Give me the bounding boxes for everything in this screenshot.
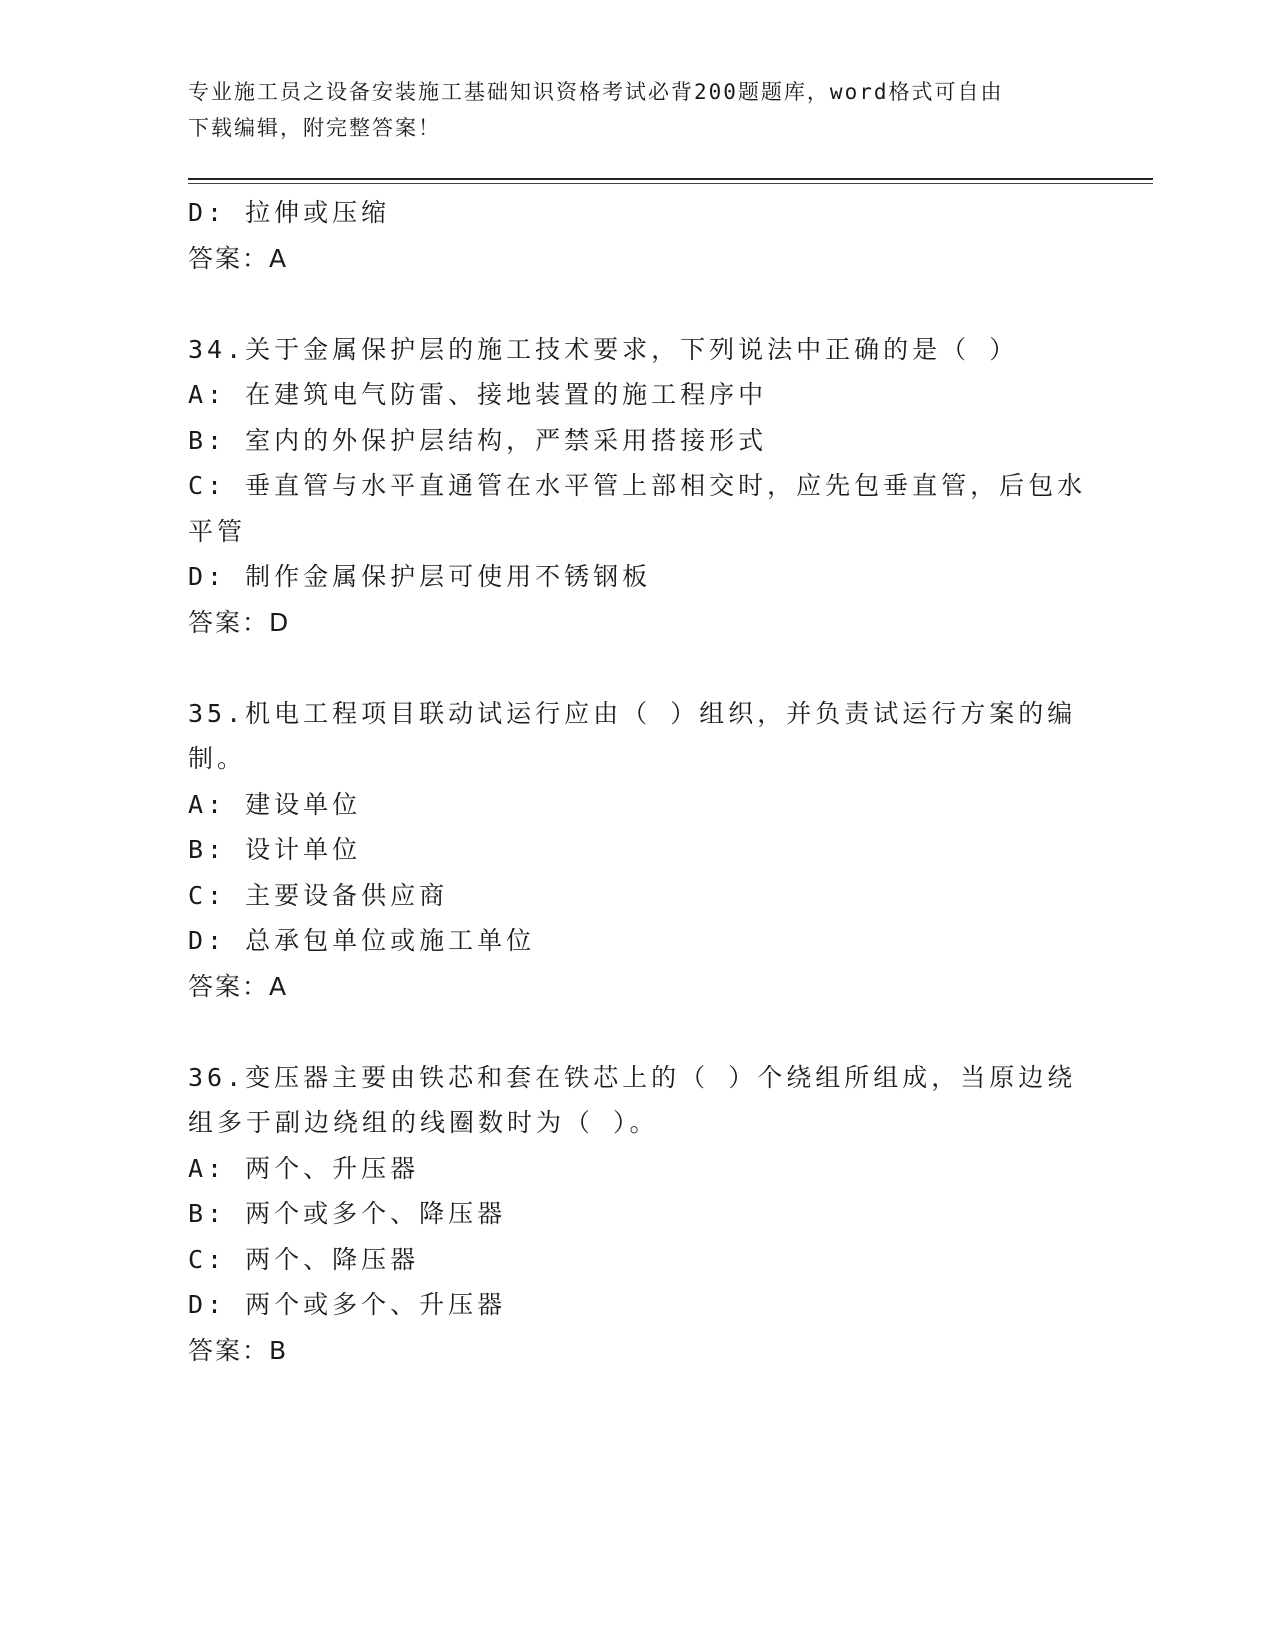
header-rule-thick	[188, 178, 1153, 180]
question-stem: 36.变压器主要由铁芯和套在铁芯上的（ ）个绕组所组成，当原边绕	[188, 1062, 1077, 1092]
option-b: B: 室内的外保护层结构，严禁采用搭接形式	[188, 425, 768, 455]
header-line-1: 专业施工员之设备安装施工基础知识资格考试必背200题题库，word格式可自由	[188, 80, 1004, 104]
option-d: D: 两个或多个、升压器	[188, 1290, 507, 1319]
spacer	[188, 645, 1088, 691]
option-b: B: 设计单位	[188, 835, 362, 864]
option-a: A: 在建筑电气防雷、接地装置的施工程序中	[188, 380, 768, 409]
question-stem: 34.关于金属保护层的施工技术要求，下列说法中正确的是（ ）	[188, 334, 1019, 364]
option-d: D: 总承包单位或施工单位	[188, 926, 536, 955]
option-c: C: 两个、降压器	[188, 1244, 420, 1274]
option-c-continued: 平管	[188, 516, 247, 546]
answer: 答案：A	[188, 243, 289, 273]
header-line-2: 下载编辑，附完整答案！	[188, 116, 441, 140]
option-d: D: 拉伸或压缩	[188, 198, 391, 227]
question-list	[188, 190, 1088, 1373]
answer: 答案：A	[188, 971, 289, 1001]
header-rule-thin	[188, 183, 1153, 184]
answer: 答案：D	[188, 607, 291, 637]
document-header	[188, 74, 1068, 146]
spacer	[188, 1009, 1088, 1055]
option-c: C: 主要设备供应商	[188, 880, 449, 910]
question-stem-continued: 制。	[188, 744, 247, 773]
spacer	[188, 281, 1088, 327]
option-a: A: 两个、升压器	[188, 1153, 420, 1183]
question-stem-continued: 组多于副边绕组的线圈数时为（ ）。	[188, 1108, 659, 1137]
option-a: A: 建设单位	[188, 789, 362, 819]
option-d: D: 制作金属保护层可使用不锈钢板	[188, 562, 652, 591]
option-b: B: 两个或多个、降压器	[188, 1199, 507, 1228]
answer: 答案：B	[188, 1335, 289, 1365]
option-c: C: 垂直管与水平直通管在水平管上部相交时，应先包垂直管，后包水	[188, 471, 1087, 500]
question-stem: 35.机电工程项目联动试运行应由（ ）组织，并负责试运行方案的编	[188, 698, 1077, 728]
